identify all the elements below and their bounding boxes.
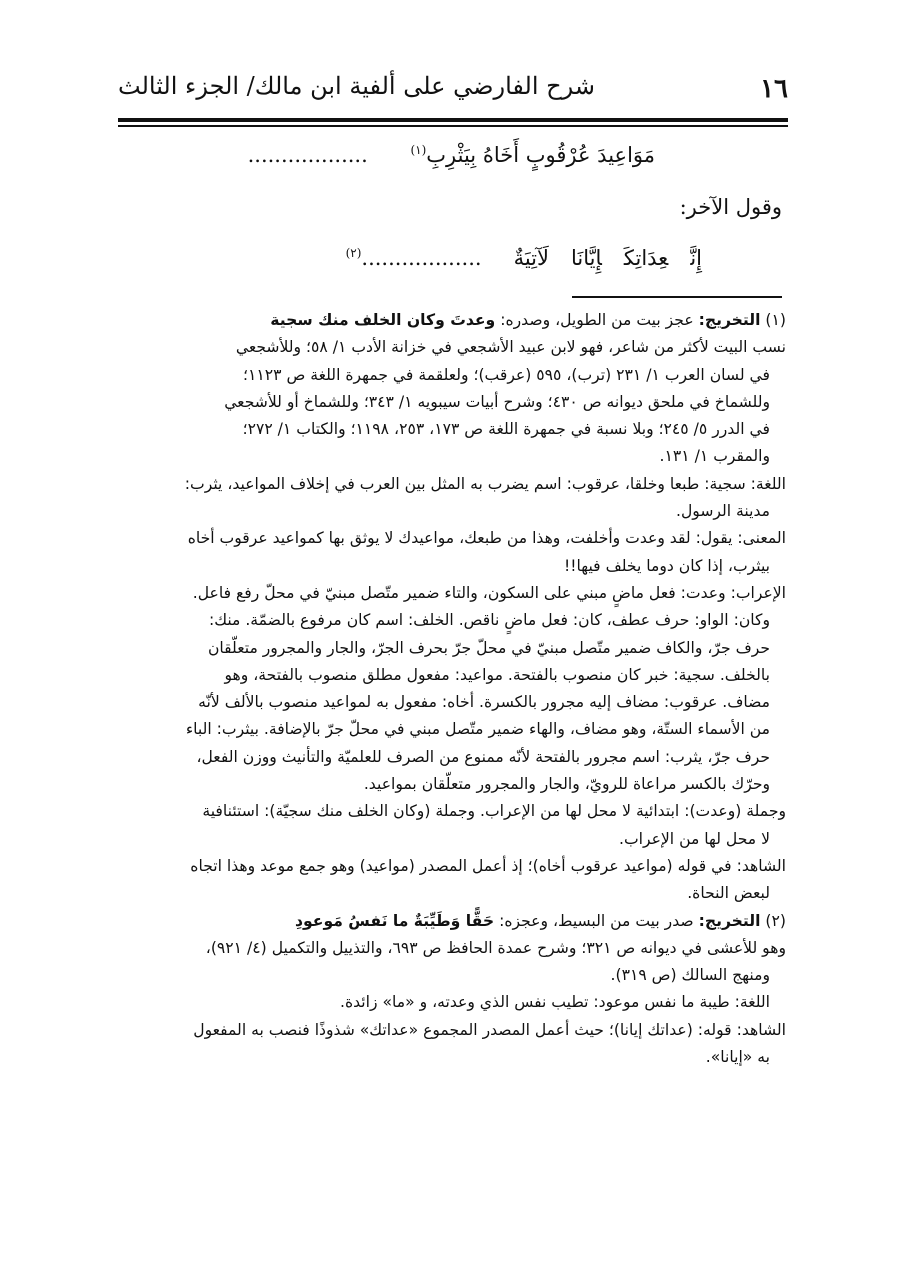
footnote-line: مدينة الرسول.	[676, 502, 770, 521]
footnote-line: وللشماخ في ملحق ديوانه ص ٤٣٠؛ وشرح أبيات سيبويه ١/ ٣٤٣؛ وللشماخ أو للأشجعي	[224, 392, 770, 411]
footnote-line: بالخلف. سجية: خبر كان منصوب بالفتحة. مواعيد: مفعول مطلق منصوب بالفتحة، وهو	[224, 665, 770, 684]
footnote-line: الإعراب: وعدت: فعل ماضٍ مبني على السكون، والتاء ضمير متّصل مبنيّ في محلّ رفع فاعل.	[192, 583, 786, 602]
footnote-line: في الدرر ٥/ ٢٤٥؛ وبلا نسبة في جمهرة اللغة ص ١٧٣، ٢٥٣، ١١٩٨؛ والكتاب ١/ ٢٧٢؛	[242, 420, 770, 439]
footnote-number: (١)	[765, 311, 786, 329]
verse-line-2	[346, 246, 702, 270]
verse-line-1	[248, 143, 655, 167]
footnote-1-heading	[110, 307, 786, 334]
verse2-word: إِيَّانَا	[570, 246, 602, 270]
footnote-line: المعنى: يقول: لقد وعدت وأخلفت، وهذا من طبعك، مواعيدك لا يوثق بها كمواعيد عرقوب أخاه	[187, 529, 786, 548]
verse1-dots: ..................	[247, 143, 368, 167]
footnote-line: حرف جرّ، يثرب: اسم مجرور بالفتحة لأنّه ممنوع من الصرف للعلميّة والتأنيث ووزن الفعل،	[196, 747, 770, 766]
footnote-line: من الأسماء الستّة، وهو مضاف، والهاء ضمير متّصل مبني في محلّ جرّ بالإضافة. بيثرب: الباء	[185, 720, 770, 739]
verse2-dots: ..................	[361, 246, 482, 270]
footnote-text: صدر بيت من البسيط، وعجزه:	[499, 911, 694, 930]
footnote-line: حرف جرّ، والكاف ضمير متّصل مبنيّ في محلّ جرّ بحرف الجرّ، والجار والمجرور متعلّقان	[207, 638, 770, 657]
footnote-2-heading	[110, 908, 786, 935]
page-header	[118, 70, 788, 114]
footnote-line: وكان: الواو: حرف عطف، كان: فعل ماضٍ ناقص. الخلف: اسم كان مرفوع بالضمّة. منك:	[208, 611, 770, 630]
footnote-line: وحرّك بالكسر مراعاة للرويّ، والجار والمجرور متعلّقان بمواعيد.	[363, 775, 770, 794]
verse2-word: لَآتِيَةٌ	[513, 246, 549, 270]
footnote-number: (٢)	[765, 911, 786, 930]
footnotes	[110, 307, 786, 1071]
footnote-line: والمقرب ١/ ١٣١.	[659, 447, 770, 466]
footnote-line: ومنهج السالك (ص ٣١٩).	[610, 966, 770, 985]
footnote-line: به «إيانا».	[705, 1048, 770, 1067]
footnote-line: لبعض النحاة.	[687, 884, 770, 903]
footnote-line: اللغة: طيبة ما نفس موعود: تطيب نفس الذي وعدته، و «ما» زائدة.	[340, 993, 770, 1012]
footnote-verse: وعدتَ وكان الخلف منك سجية	[270, 311, 496, 329]
footnote-text: عجز بيت من الطويل، وصدره:	[500, 311, 694, 329]
verse1-text: مَوَاعِيدَ عُرْقُوبٍ أَخَاهُ بِيَثْرِبِ	[426, 143, 655, 167]
footnote-marker-1: (١)	[410, 143, 427, 157]
intro-text: وقول الآخر:	[679, 195, 782, 219]
footnote-line: لا محل لها من الإعراب.	[619, 829, 770, 848]
footnote-line: الشاهد: في قوله (مواعيد عرقوب أخاه)؛ إذ أعمل المصدر (مواعيد) وهو جمع موعد وهذا اتجاه	[190, 856, 786, 875]
footnote-label: التخريج:	[698, 911, 761, 930]
verse2-word: إِنَّ	[690, 246, 702, 270]
footnote-separator	[572, 296, 782, 298]
footnote-line: وهو للأعشى في ديوانه ص ٣٢١؛ وشرح عمدة الحافظ ص ٦٩٣، والتذييل والتكميل (٤/ ٩٢١)،	[205, 938, 786, 957]
footnote-line: الشاهد: قوله: (عداتك إيانا)؛ حيث أعمل المصدر المجموع «عداتك» شذوذًا فنصب به المفعول	[193, 1020, 786, 1039]
footnote-label: التخريج:	[698, 311, 761, 329]
footnote-line: اللغة: سجية: طبعا وخلقا، عرقوب: اسم يضرب به المثل بين العرب في إخلاف المواعيد، يثرب:	[184, 474, 786, 493]
verse2-word: عِدَاتِكَ	[623, 246, 669, 270]
page-number: ١٦	[760, 74, 788, 104]
footnote-line: في لسان العرب ١/ ٢٣١ (ترب)، ٥٩٥ (عرقب)؛ ولعلقمة في جمهرة اللغة ص ١١٢٣؛	[243, 365, 770, 384]
footnote-line: بيثرب، إذا كان دوما يخلف فيها!!	[564, 556, 770, 575]
header-rule-thin	[118, 125, 788, 127]
running-title: شرح الفارضي على ألفية ابن مالك/ الجزء الثالث	[118, 72, 595, 100]
footnote-marker-2: (٢)	[345, 246, 362, 260]
footnote-line: مضاف. عرقوب: مضاف إليه مجرور بالكسرة. أخاه: مفعول به لمواعيد منصوب بالألف لأنّه	[198, 693, 770, 712]
header-rule-thick	[118, 118, 788, 122]
footnote-line: وجملة (وعدت): ابتدائية لا محل لها من الإعراب. وجملة (وكان الخلف منك سجيّة): استئنافية	[202, 802, 786, 821]
footnote-verse: حَقًّا وَطَيِّبَةٌ ما نَفسُ مَوعودِ	[295, 911, 495, 930]
footnote-line: نسب البيت لأكثر من شاعر، فهو لابن عبيد الأشجعي في خزانة الأدب ١/ ٥٨؛ وللأشجعي	[235, 338, 786, 357]
